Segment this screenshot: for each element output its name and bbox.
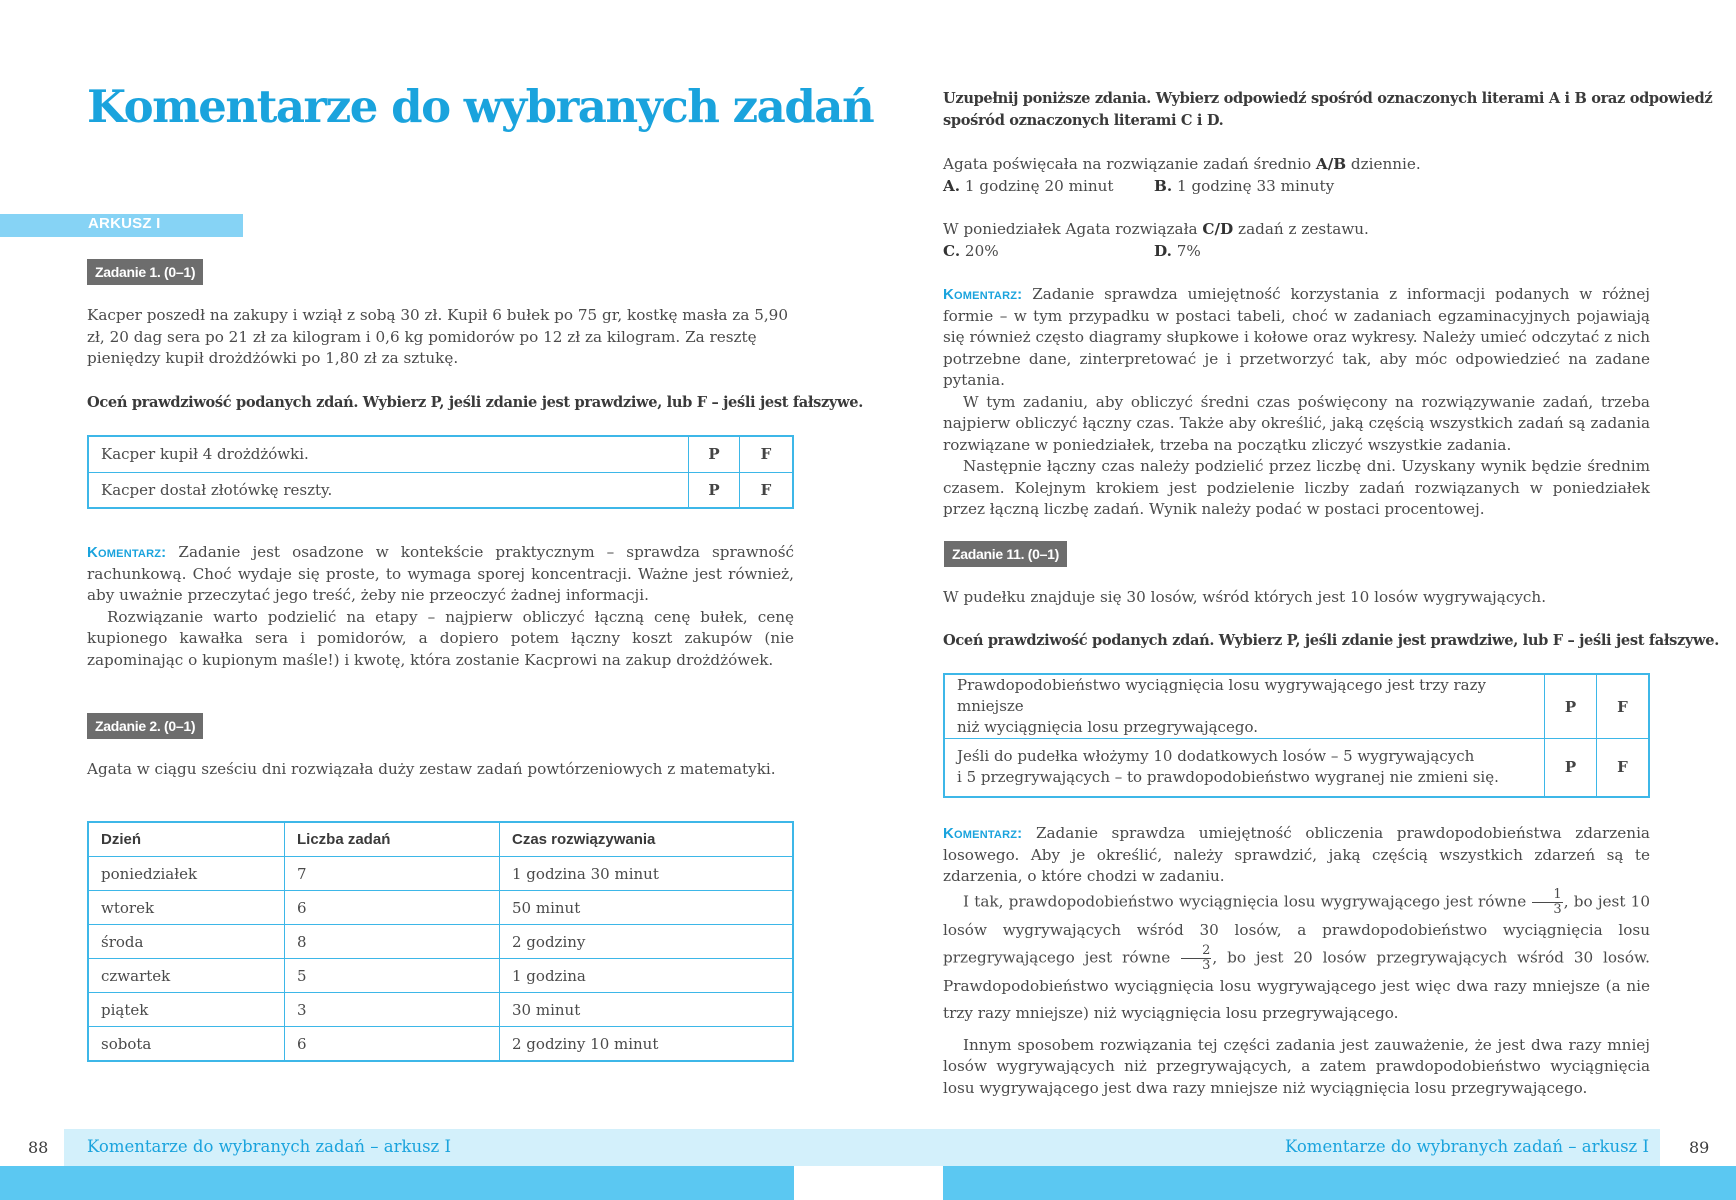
option-text: 20% xyxy=(960,241,999,260)
cell-day: sobota xyxy=(88,1027,285,1062)
option-letter: A. xyxy=(943,176,961,195)
statement-row xyxy=(88,472,793,508)
task-1-intro: Kacper poszedł na zakupy i wziął z sobą 30 zł. Kupił 6 bułek po 75 gr, kostkę masła za 5,90 zł, 20 dag sera po 21 zł za kilogram i 0,6 kg pomidorów po 12 zł za kilogram. Za resztę pieniędzy kupił drożdżówki po 1,80 zł za sztukę. xyxy=(87,306,789,367)
statement-row xyxy=(944,739,1649,797)
cell-time: 30 minut xyxy=(500,993,794,1027)
comment-paragraph xyxy=(943,888,1650,1027)
cell-day: poniedziałek xyxy=(88,857,285,891)
cell-count: 3 xyxy=(285,993,500,1027)
option-letter: D. xyxy=(1154,241,1172,260)
option-p[interactable]: P xyxy=(1545,739,1597,797)
statement-text: Kacper kupił 4 drożdżówki. xyxy=(88,436,689,472)
fraction-one-third xyxy=(1532,888,1562,917)
table-header-row xyxy=(88,822,793,857)
column-header: Liczba zadań xyxy=(285,822,500,857)
question-text: dziennie. xyxy=(1346,155,1421,173)
comment-paragraph xyxy=(943,284,1650,392)
task-2-cont-instruction xyxy=(943,88,1713,131)
cell-time: 2 godziny 10 minut xyxy=(500,1027,794,1062)
comment-paragraph xyxy=(87,542,794,607)
statement-line: i 5 przegrywających – to prawdopodobieństwo wygranej nie zmieni się. xyxy=(957,768,1499,787)
options-row xyxy=(943,241,1650,263)
statement-line: Prawdopodobieństwo wyciągnięcia losu wygrywającego jest trzy razy mniejsze xyxy=(957,676,1486,715)
footer-strip xyxy=(943,1166,1736,1200)
task-11-tag: Zadanie 11. (0–1) xyxy=(944,541,1067,567)
option-c[interactable] xyxy=(943,241,1154,263)
comment-paragraph xyxy=(943,823,1650,888)
question-text: zadań z zestawu. xyxy=(1233,220,1369,238)
option-d[interactable] xyxy=(1154,241,1365,263)
fraction-numerator: 2 xyxy=(1181,944,1211,959)
option-p[interactable]: P xyxy=(689,436,740,472)
task-11-comment xyxy=(943,823,1650,1099)
cell-day: środa xyxy=(88,925,285,959)
option-f[interactable]: F xyxy=(740,436,794,472)
cell-time: 1 godzina 30 minut xyxy=(500,857,794,891)
answer-slot: A/B xyxy=(1315,155,1347,173)
fraction-two-thirds xyxy=(1181,944,1211,973)
question-sentence xyxy=(943,219,1650,241)
cell-day: piątek xyxy=(88,993,285,1027)
cell-count: 5 xyxy=(285,959,500,993)
comment-paragraph: Innym sposobem rozwiązania tej części zadania jest zauważenie, że jest dwa razy mniej losów wygrywających niż przegrywających, a zatem prawdopodobieństwo wyciągnięcia losu wygrywającego jest dwa razy mniejsze niż wyciągnięcia losu przegrywającego. xyxy=(943,1035,1650,1097)
table-row xyxy=(88,959,793,993)
comment-text: , bo jest 10 losów wygrywających wśród 30 losów, a prawdopodobieństwo wyciągnięcia losu przegrywającego jest równe xyxy=(943,892,1650,966)
comment-text: Zadanie sprawdza umiejętność korzystania z informacji podanych w różnej formie – w tym przypadku w postaci tabeli, choć w zadaniach egzaminacyjnych pojawiają się również często diagramy słupkowe i kołowe oraz wykresy. Należy umieć odczytać z nich potrzebne dane, zinterpretować je i przetworzyć tak, aby móc odpowiedzieć na zadane pytania. xyxy=(943,285,1651,389)
section-label: ARKUSZ I xyxy=(88,215,161,232)
cell-count: 7 xyxy=(285,857,500,891)
comment-label: Komentarz: xyxy=(943,825,1023,842)
statement-text xyxy=(944,739,1545,797)
cell-count: 6 xyxy=(285,891,500,925)
statement-line: niż wyciągnięcia losu przegrywającego. xyxy=(957,718,1258,736)
cell-day: wtorek xyxy=(88,891,285,925)
running-title: Komentarze do wybranych zadań – arkusz I xyxy=(1284,1137,1649,1156)
task-1-true-false-table xyxy=(87,435,794,509)
option-f[interactable]: F xyxy=(740,472,794,508)
column-header: Dzień xyxy=(88,822,285,857)
cell-time: 50 minut xyxy=(500,891,794,925)
option-p[interactable]: P xyxy=(689,472,740,508)
task-2-intro: Agata w ciągu sześciu dni rozwiązała duży zestaw zadań powtórzeniowych z matematyki. xyxy=(87,760,776,778)
cell-time: 2 godziny xyxy=(500,925,794,959)
column-header: Czas rozwiązywania xyxy=(500,822,794,857)
option-letter: C. xyxy=(943,241,961,260)
table-row xyxy=(88,891,793,925)
page-number: 88 xyxy=(28,1138,49,1157)
option-text: 7% xyxy=(1171,241,1201,260)
option-f[interactable]: F xyxy=(1597,739,1650,797)
running-title: Komentarze do wybranych zadań – arkusz I xyxy=(87,1137,452,1156)
question-text: W poniedziałek Agata rozwiązała xyxy=(943,220,1203,238)
comment-paragraph: W tym zadaniu, aby obliczyć średni czas poświęcony na rozwiązywanie zadań, trzeba najpierw obliczyć łączny czas. Także aby określić, jaką częścią wszystkich zadań są zadania rozwiązane w poniedziałek, trzeba na początku zliczyć wszystkie zadania. xyxy=(943,392,1650,454)
instruction-line: spośród oznaczonych literami C i D. xyxy=(943,111,1224,129)
table-row xyxy=(88,1027,793,1062)
fraction-numerator: 1 xyxy=(1532,888,1562,903)
option-letter: B. xyxy=(1154,176,1173,195)
task-2-comment xyxy=(943,284,1650,521)
task-1-instruction: Oceń prawdziwość podanych zdań. Wybierz P, jeśli zdanie jest prawdziwe, lub F – jeśli jest fałszywe. xyxy=(87,394,863,411)
option-f[interactable]: F xyxy=(1597,674,1650,739)
task-11-instruction: Oceń prawdziwość podanych zdań. Wybierz P, jeśli zdanie jest prawdziwe, lub F – jeśli jest fałszywe. xyxy=(943,632,1719,649)
statement-row xyxy=(88,436,793,472)
option-text: 1 godzinę 20 minut xyxy=(960,176,1114,195)
comment-paragraph: Rozwiązanie warto podzielić na etapy – najpierw obliczyć łączną cenę bułek, cenę kupionego kawałka sera i pomidorów, a dopiero potem łączny koszt zakupów (nie zapominając o kupionym maśle!) i kwotę, która zostanie Kacprowi na zakup drożdżówek. xyxy=(87,607,794,669)
comment-label: Komentarz: xyxy=(87,544,167,561)
option-b[interactable] xyxy=(1154,176,1365,198)
question-c-d xyxy=(943,219,1650,262)
statement-text: Kacper dostał złotówkę reszty. xyxy=(88,472,689,508)
task-11-true-false-table xyxy=(943,673,1650,798)
comment-paragraph: Następnie łączny czas należy podzielić przez liczbę dni. Uzyskany wynik będzie średnim czasem. Kolejnym krokiem jest podzielenie liczby zadań rozwiązanych w poniedziałek przez łączną liczbę zadań. Wynik należy podać w postaci procentowej. xyxy=(943,457,1650,518)
comment-text: I tak, prawdopodobieństwo wyciągnięcia losu wygrywającego jest równe xyxy=(963,892,1532,910)
comment-text: Zadanie sprawdza umiejętność obliczenia prawdopodobieństwa zdarzenia losowego. Aby je określić, należy sprawdzić, jaką częścią wszystkich zdarzeń są te zdarzenia, o które chodzi w zadaniu. xyxy=(943,824,1650,885)
task-2-data-table xyxy=(87,821,794,1062)
comment-label: Komentarz: xyxy=(943,286,1023,303)
comment-text: Zadanie jest osadzone w kontekście praktycznym – sprawdza sprawność rachunkową. Choć wydaje się proste, to wymaga sporej koncentracji. Ważne jest również, aby uważnie przeczytać jego treść, żeby nie przeoczyć żadnej informacji. xyxy=(87,543,795,604)
answer-slot: C/D xyxy=(1202,220,1234,238)
task-11-intro: W pudełku znajduje się 30 losów, wśród których jest 10 losów wygrywających. xyxy=(943,588,1547,606)
instruction-line: Uzupełnij poniższe zdania. Wybierz odpowiedź spośród oznaczonych literami A i B oraz odpowiedź xyxy=(943,90,1713,107)
task-1-comment xyxy=(87,542,794,671)
option-a[interactable] xyxy=(943,176,1154,198)
options-row xyxy=(943,176,1650,198)
statement-row xyxy=(944,674,1649,739)
option-p[interactable]: P xyxy=(1545,674,1597,739)
task-1-tag: Zadanie 1. (0–1) xyxy=(87,259,203,285)
task-2-tag: Zadanie 2. (0–1) xyxy=(87,713,203,739)
option-text: 1 godzinę 33 minuty xyxy=(1172,176,1335,195)
cell-day: czwartek xyxy=(88,959,285,993)
question-text: Agata poświęcała na rozwiązanie zadań średnio xyxy=(943,155,1316,173)
page-number: 89 xyxy=(1689,1138,1710,1157)
statement-line: Jeśli do pudełka włożymy 10 dodatkowych losów – 5 wygrywających xyxy=(957,747,1475,766)
table-row xyxy=(88,857,793,891)
fraction-denominator: 3 xyxy=(1553,901,1562,917)
cell-time: 1 godzina xyxy=(500,959,794,993)
table-row xyxy=(88,925,793,959)
statement-text xyxy=(944,674,1545,739)
table-row xyxy=(88,993,793,1027)
footer-strip xyxy=(0,1166,794,1200)
comment-text: , bo jest 20 losów przegrywających wśród 30 losów. Prawdopodobieństwo wyciągnięcia losu wygrywającego jest więc dwa razy mniejsze (a nie trzy razy mniejsze) niż wyciągnięcia losu przegrywającego. xyxy=(943,948,1650,1022)
fraction-denominator: 3 xyxy=(1202,957,1211,973)
cell-count: 6 xyxy=(285,1027,500,1062)
question-a-b xyxy=(943,154,1650,197)
question-sentence xyxy=(943,154,1650,176)
cell-count: 8 xyxy=(285,925,500,959)
page-title: Komentarze do wybranych zadań xyxy=(87,80,874,133)
